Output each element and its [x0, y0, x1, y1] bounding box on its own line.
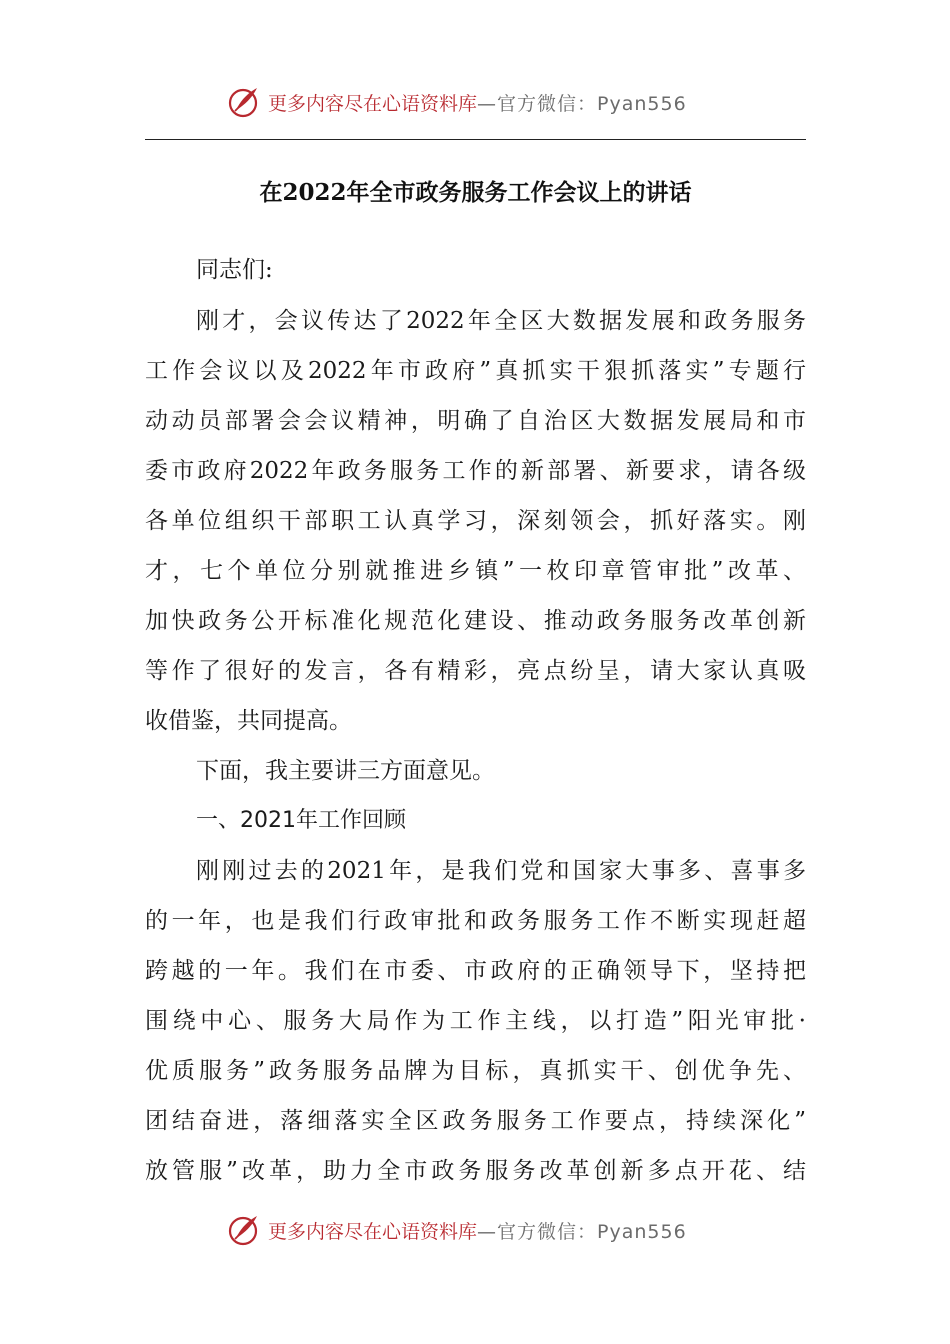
watermark-header — [226, 82, 687, 122]
document-title: 在2022年全市政务服务工作会议上的讲话 — [259, 179, 692, 206]
paragraph-line: 刚刚过去的2021年，是我们党和国家大事多、喜事多 — [196, 858, 806, 884]
paragraph-line: 动动员部署会会议精神，明确了自治区大数据发展局和市 — [145, 408, 806, 434]
paragraph-line: 围绕中心、服务大局作为工作主线，以打造”阳光审批· — [145, 1008, 806, 1034]
watermark-red-text: 更多内容尽在心语资料库 — [268, 1220, 478, 1243]
paragraph-line: 才，七个单位分别就推进乡镇”一枚印章管审批”改革、 — [145, 558, 806, 584]
paragraph-line: 的一年，也是我们行政审批和政务服务工作不断实现赶超 — [145, 908, 806, 934]
watermark-grey-text: —官方微信：Pyan556 — [477, 1220, 687, 1243]
paragraph-line: 刚才，会议传达了2022年全区大数据发展和政务服务 — [196, 308, 806, 334]
watermark-footer — [226, 1210, 687, 1250]
quill-pen-circle-icon — [226, 1212, 262, 1248]
paragraph-line: 工作会议以及2022年市政府”真抓实干狠抓落实”专题行 — [145, 358, 806, 384]
paragraph-line: 下面，我主要讲三方面意见。 — [196, 758, 495, 784]
paragraph-line: 收借鉴，共同提高。 — [145, 708, 352, 734]
salutation: 同志们: — [196, 257, 273, 283]
quill-pen-circle-icon — [226, 84, 262, 120]
paragraph-line: 等作了很好的发言，各有精彩，亮点纷呈，请大家认真吸 — [145, 658, 806, 684]
section-heading: 一、2021年工作回顾 — [196, 808, 406, 833]
paragraph-line: 加快政务公开标准化规范化建设、推动政务服务改革创新 — [145, 608, 806, 634]
header-divider — [145, 139, 806, 140]
paragraph-line: 团结奋进，落细落实全区政务服务工作要点，持续深化” — [145, 1108, 806, 1134]
paragraph-line: 委市政府2022年政务服务工作的新部署、新要求，请各级 — [145, 458, 806, 484]
watermark-grey-text: —官方微信：Pyan556 — [477, 92, 687, 115]
paragraph-line: 优质服务”政务服务品牌为目标，真抓实干、创优争先、 — [145, 1058, 806, 1084]
watermark-red-text: 更多内容尽在心语资料库 — [268, 92, 478, 115]
paragraph-line: 各单位组织干部职工认真学习，深刻领会，抓好落实。刚 — [145, 508, 806, 534]
paragraph-line: 放管服”改革，助力全市政务服务改革创新多点开花、结 — [145, 1158, 806, 1184]
paragraph-line: 跨越的一年。我们在市委、市政府的正确领导下，坚持把 — [145, 958, 806, 984]
